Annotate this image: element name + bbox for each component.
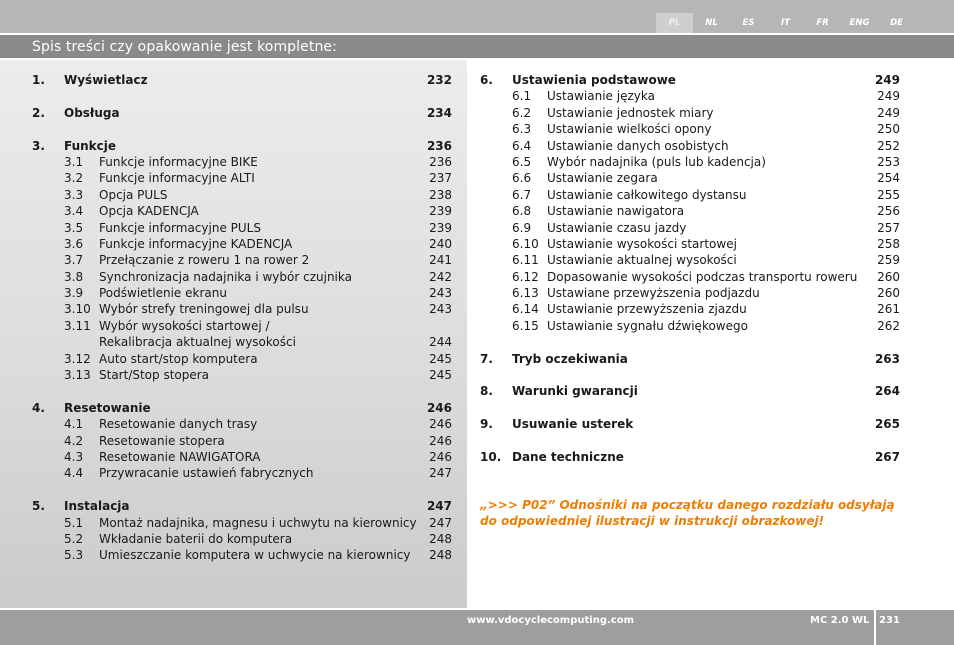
toc-title: Wybór nadajnika (puls lub kadencja) xyxy=(547,154,766,169)
toc-left-column xyxy=(32,72,452,564)
toc-section[interactable] xyxy=(480,285,900,301)
toc-number: 4.2 xyxy=(64,433,84,448)
toc-section[interactable] xyxy=(32,252,452,268)
toc-page: 248 xyxy=(429,531,452,546)
toc-title: Dopasowanie wysokości podczas transportu roweru xyxy=(547,269,858,284)
reference-note: „>>> P02” Odnośniki na początku danego rozdziału odsyłają do odpowiedniej ilustracji w instrukcji obrazkowej! xyxy=(480,498,895,529)
toc-section[interactable] xyxy=(480,154,900,170)
page-title: Spis treści czy opakowanie jest kompletne: xyxy=(32,39,337,55)
toc-number: 3.5 xyxy=(64,220,84,235)
toc-number: 3.9 xyxy=(64,286,84,301)
toc-title: Instalacja xyxy=(64,499,130,514)
toc-page: 244 xyxy=(429,335,452,350)
toc-title: Auto start/stop komputera xyxy=(99,351,258,366)
toc-page: 242 xyxy=(429,269,452,284)
lang-tab-es[interactable]: ES xyxy=(742,18,755,28)
toc-section[interactable] xyxy=(480,121,900,137)
toc-number: 3.3 xyxy=(64,187,84,202)
toc-chapter[interactable] xyxy=(32,138,452,154)
toc-number: 3.11 xyxy=(64,318,91,333)
toc-number: 3.2 xyxy=(64,171,84,186)
toc-section[interactable] xyxy=(32,301,452,317)
toc-spacer xyxy=(32,482,452,498)
toc-spacer xyxy=(32,383,452,399)
toc-page: 236 xyxy=(429,154,452,169)
toc-page: 264 xyxy=(874,384,900,399)
footer xyxy=(0,608,954,645)
toc-section[interactable] xyxy=(32,515,452,531)
toc-page: 239 xyxy=(429,204,452,219)
toc-number: 6.9 xyxy=(512,220,532,235)
toc-page: 258 xyxy=(877,236,900,251)
toc-spacer xyxy=(32,121,452,137)
toc-section[interactable] xyxy=(480,220,900,236)
toc-section[interactable] xyxy=(32,465,452,481)
toc-section[interactable] xyxy=(480,269,900,285)
toc-title: Ustawianie zegara xyxy=(547,171,658,186)
toc-number: 5.1 xyxy=(64,515,84,530)
toc-number: 6.12 xyxy=(512,269,539,284)
toc-title: Ustawianie języka xyxy=(547,89,655,104)
toc-number: 6.10 xyxy=(512,236,539,251)
toc-section[interactable] xyxy=(32,220,452,236)
toc-title: Wybór wysokości startowej / xyxy=(99,318,270,333)
toc-page: 254 xyxy=(877,171,900,186)
toc-number: 7. xyxy=(480,351,493,366)
toc-chapter[interactable] xyxy=(480,72,900,88)
toc-page: 252 xyxy=(877,138,900,153)
toc-number: 4.3 xyxy=(64,449,84,464)
toc-number: 6.13 xyxy=(512,286,539,301)
toc-title: Start/Stop stopera xyxy=(99,368,210,383)
toc-section[interactable] xyxy=(32,318,452,334)
toc-number: 6.2 xyxy=(512,105,532,120)
toc-section[interactable] xyxy=(480,88,900,104)
toc-title: Opcja PULS xyxy=(99,187,168,202)
toc-title: Ustawiane przewyższenia podjazdu xyxy=(547,286,760,301)
toc-page: 260 xyxy=(877,286,900,301)
toc-number: 6.7 xyxy=(512,187,532,202)
lang-tab-it[interactable]: IT xyxy=(781,18,790,28)
toc-number: 3.13 xyxy=(64,368,91,383)
toc-title: Ustawianie przewyższenia zjazdu xyxy=(547,302,747,317)
toc-page: 234 xyxy=(426,105,452,120)
toc-number: 4.1 xyxy=(64,417,84,432)
toc-page: 236 xyxy=(426,138,452,153)
toc-title: Synchronizacja nadajnika i wybór czujnika xyxy=(99,269,352,284)
lang-tab-nl[interactable]: NL xyxy=(705,18,718,28)
toc-number: 6. xyxy=(480,73,493,87)
toc-page: 255 xyxy=(877,187,900,202)
toc-section[interactable] xyxy=(32,236,452,252)
toc-title: Resetowanie stopera xyxy=(99,433,225,448)
toc-page: 248 xyxy=(429,548,452,563)
toc-title: Usuwanie usterek xyxy=(512,417,634,432)
toc-title: Ustawianie nawigatora xyxy=(547,204,685,219)
toc-title: Resetowanie danych trasy xyxy=(99,417,258,432)
toc-page: 240 xyxy=(429,236,452,251)
toc-number: 9. xyxy=(480,417,493,432)
toc-page: 241 xyxy=(429,253,452,268)
toc-page: 249 xyxy=(877,89,900,104)
toc-page: 247 xyxy=(426,499,452,514)
toc-number: 6.14 xyxy=(512,302,539,317)
toc-title: Opcja KADENCJA xyxy=(99,204,199,219)
toc-chapter[interactable] xyxy=(480,351,900,367)
toc-page: 267 xyxy=(874,449,900,464)
toc-title: Przełączanie z roweru 1 na rower 2 xyxy=(99,253,310,268)
toc-page: 245 xyxy=(429,368,452,383)
toc-page: 246 xyxy=(429,449,452,464)
toc-title: Funkcje informacyjne ALTI xyxy=(99,171,255,186)
toc-number: 8. xyxy=(480,384,493,399)
toc-number: 3.10 xyxy=(64,302,91,317)
toc-number: 4. xyxy=(32,400,45,415)
toc-title: Warunki gwarancji xyxy=(512,384,638,399)
toc-section[interactable] xyxy=(32,547,452,563)
toc-page: 250 xyxy=(877,122,900,137)
toc-number: 1. xyxy=(32,73,45,87)
toc-section[interactable] xyxy=(32,269,452,285)
toc-section[interactable] xyxy=(32,334,452,350)
toc-number: 3.4 xyxy=(64,204,84,219)
toc-chapter[interactable] xyxy=(480,416,900,432)
toc-page: 257 xyxy=(877,220,900,235)
toc-chapter[interactable] xyxy=(32,400,452,416)
footer-page-number: 231 xyxy=(879,615,900,626)
toc-number: 6.3 xyxy=(512,122,532,137)
toc-section[interactable] xyxy=(32,187,452,203)
toc-title: Ustawianie wysokości startowej xyxy=(547,236,737,251)
toc-title: Ustawianie jednostek miary xyxy=(547,105,714,120)
toc-number: 6.6 xyxy=(512,171,532,186)
toc-section[interactable] xyxy=(32,433,452,449)
toc-number: 6.15 xyxy=(512,318,539,333)
toc-title: Ustawienia podstawowe xyxy=(512,73,676,87)
toc-title: Wyświetlacz xyxy=(64,73,148,87)
toc-number: 6.1 xyxy=(512,89,532,104)
toc-section[interactable] xyxy=(480,138,900,154)
footer-url[interactable]: www.vdocyclecomputing.com xyxy=(467,615,635,626)
toc-page: 238 xyxy=(429,187,452,202)
toc-section[interactable] xyxy=(32,170,452,186)
toc-chapter[interactable] xyxy=(32,105,452,121)
toc-title: Funkcje informacyjne PULS xyxy=(99,220,261,235)
toc-page: 247 xyxy=(429,466,452,481)
toc-page: 253 xyxy=(877,154,900,169)
toc-title: Dane techniczne xyxy=(512,449,624,464)
toc-section[interactable] xyxy=(32,449,452,465)
toc-section[interactable] xyxy=(480,203,900,219)
toc-title: Ustawianie czasu jazdy xyxy=(547,220,687,235)
top-bar xyxy=(0,0,954,33)
toc-page: 249 xyxy=(877,105,900,120)
toc-number: 10. xyxy=(480,449,502,464)
toc-title: Resetowanie xyxy=(64,400,151,415)
toc-title: Wkładanie baterii do komputera xyxy=(99,531,293,546)
toc-page: 263 xyxy=(874,351,900,366)
toc-title: Tryb oczekiwania xyxy=(512,351,628,366)
toc-number: 3.6 xyxy=(64,236,84,251)
lang-tab-pl[interactable]: PL xyxy=(656,13,693,33)
toc-page: 259 xyxy=(877,253,900,268)
toc-number: 3.8 xyxy=(64,269,84,284)
toc-title: Przywracanie ustawień fabrycznych xyxy=(99,466,314,481)
toc-title: Rekalibracja aktualnej wysokości xyxy=(99,335,296,350)
toc-chapter[interactable] xyxy=(480,383,900,399)
toc-title: Funkcje xyxy=(64,138,117,153)
toc-section[interactable] xyxy=(32,531,452,547)
toc-chapter[interactable] xyxy=(32,72,452,88)
title-bar xyxy=(0,34,954,59)
toc-title: Montaż nadajnika, magnesu i uchwytu na kierownicy xyxy=(99,515,417,530)
toc-section[interactable] xyxy=(480,318,900,334)
toc-spacer xyxy=(480,433,900,449)
toc-section[interactable] xyxy=(480,187,900,203)
toc-section[interactable] xyxy=(32,285,452,301)
toc-chapter[interactable] xyxy=(480,449,900,465)
toc-section[interactable] xyxy=(32,351,452,367)
toc-page: 232 xyxy=(426,73,452,87)
toc-section[interactable] xyxy=(32,203,452,219)
language-tabs xyxy=(656,13,915,33)
toc-title: Wybór strefy treningowej dla pulsu xyxy=(99,302,309,317)
toc-spacer xyxy=(480,367,900,383)
toc-number: 6.5 xyxy=(512,154,532,169)
toc-chapter[interactable] xyxy=(32,498,452,514)
lang-tab-fr[interactable]: FR xyxy=(816,18,829,28)
toc-page: 239 xyxy=(429,220,452,235)
toc-number: 2. xyxy=(32,105,45,120)
toc-title: Ustawianie wielkości opony xyxy=(547,122,712,137)
toc-number: 3.7 xyxy=(64,253,84,268)
toc-number: 5.3 xyxy=(64,548,84,563)
toc-right-column xyxy=(480,72,900,465)
toc-title: Ustawianie sygnału dźwiękowego xyxy=(547,318,748,333)
toc-section[interactable] xyxy=(480,236,900,252)
toc-number: 3.12 xyxy=(64,351,91,366)
toc-page: 260 xyxy=(877,269,900,284)
toc-page: 265 xyxy=(874,417,900,432)
toc-spacer xyxy=(32,88,452,104)
toc-title: Ustawianie aktualnej wysokości xyxy=(547,253,737,268)
toc-section[interactable] xyxy=(480,105,900,121)
toc-page: 249 xyxy=(874,73,900,87)
toc-number: 5.2 xyxy=(64,531,84,546)
toc-title: Obsługa xyxy=(64,105,120,120)
toc-title: Resetowanie NAWIGATORA xyxy=(99,449,261,464)
toc-title: Ustawianie danych osobistych xyxy=(547,138,729,153)
toc-page: 246 xyxy=(426,400,452,415)
toc-page: 256 xyxy=(877,204,900,219)
toc-page: 245 xyxy=(429,351,452,366)
footer-model: MC 2.0 WL xyxy=(810,615,870,626)
toc-number: 5. xyxy=(32,499,45,514)
toc-page: 243 xyxy=(429,302,452,317)
toc-section[interactable] xyxy=(32,154,452,170)
toc-number: 6.4 xyxy=(512,138,532,153)
toc-title: Funkcje informacyjne KADENCJA xyxy=(99,236,293,251)
toc-spacer xyxy=(480,400,900,416)
lang-tab-eng[interactable]: ENG xyxy=(849,18,870,28)
toc-number: 4.4 xyxy=(64,466,84,481)
toc-number: 6.8 xyxy=(512,204,532,219)
toc-title: Ustawianie całkowitego dystansu xyxy=(547,187,747,202)
toc-section[interactable] xyxy=(32,416,452,432)
toc-number: 6.11 xyxy=(512,253,539,268)
lang-tab-de[interactable]: DE xyxy=(890,18,903,28)
toc-section[interactable] xyxy=(32,367,452,383)
toc-page: 261 xyxy=(877,302,900,317)
toc-page: 247 xyxy=(429,515,452,530)
toc-spacer xyxy=(480,334,900,350)
toc-title: Umieszczanie komputera w uchwycie na kierownicy xyxy=(99,548,411,563)
toc-page: 243 xyxy=(429,286,452,301)
footer-divider xyxy=(874,610,876,645)
toc-title: Podświetlenie ekranu xyxy=(99,286,227,301)
toc-number: 3. xyxy=(32,138,45,153)
toc-page: 237 xyxy=(429,171,452,186)
toc-section[interactable] xyxy=(480,170,900,186)
toc-page: 262 xyxy=(877,318,900,333)
toc-page: 246 xyxy=(429,417,452,432)
toc-title: Funkcje informacyjne BIKE xyxy=(99,154,258,169)
toc-number: 3.1 xyxy=(64,154,84,169)
toc-section[interactable] xyxy=(480,301,900,317)
toc-section[interactable] xyxy=(480,252,900,268)
toc-page: 246 xyxy=(429,433,452,448)
